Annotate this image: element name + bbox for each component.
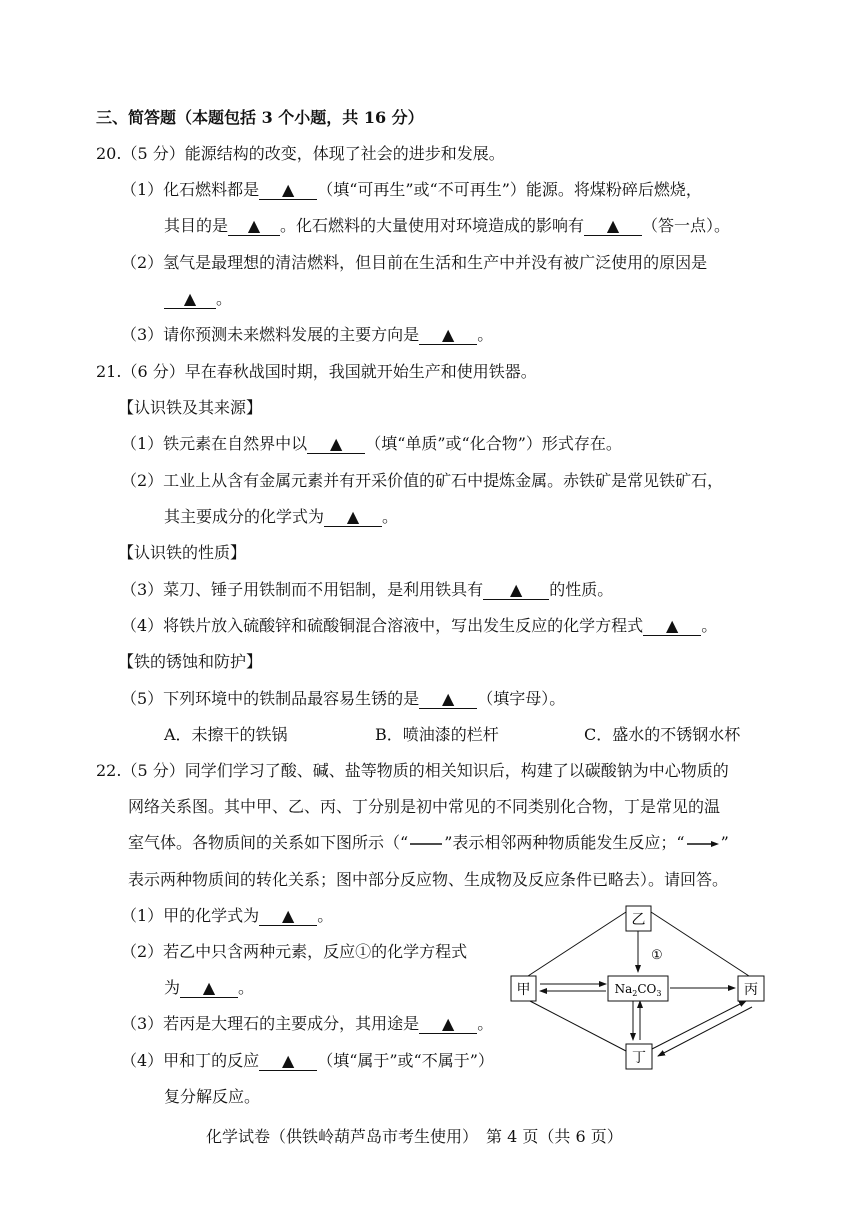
q21-part3-text-a: （3）菜刀、锤子用铁制而不用铝制，是利用铁具有	[121, 580, 484, 599]
q22-part2-text-c: 。	[238, 978, 255, 997]
q20-heading: 20.（5 分）能源结构的改变，体现了社会的进步和发展。	[96, 144, 505, 163]
reaction-label: ①	[651, 948, 663, 963]
q20-part1-text-e: （答一点）。	[642, 216, 731, 235]
q22-part4-text-b: （填“属于”或“不属于”）	[317, 1051, 494, 1070]
section-heading: 三、简答题（本题包括 3 个小题，共 16 分）	[96, 108, 424, 127]
q20-part2-text-b: 。	[216, 289, 233, 308]
q22-part4-line2: 复分解反应。	[164, 1087, 261, 1106]
node-bing	[738, 976, 764, 1001]
q22-heading-line2: 网络关系图。其中甲、乙、丙、丁分别是初中常见的不同类别化合物，丁是常见的温	[128, 797, 721, 816]
node-jia	[511, 976, 536, 1001]
node-na2co3-label: $Na_2CO_3$	[614, 982, 662, 998]
node-jia-label: 甲	[516, 982, 531, 998]
answer-blank[interactable]: ▲	[259, 181, 317, 200]
q22-line3-text-b: ”表示相邻两种物质能发生反应；“	[444, 833, 685, 852]
answer-blank[interactable]: ▲	[643, 617, 701, 636]
line-yi-bing	[651, 912, 749, 976]
node-ding-label: 丁	[632, 1050, 646, 1066]
q20-part1-text-a: （1）化石燃料都是	[121, 180, 260, 199]
q22-part3-text-a: （3）若丙是大理石的主要成分，其用途是	[121, 1014, 420, 1033]
q20-part1-text-c: 其目的是	[164, 216, 229, 235]
q21-part2-text-b: 其主要成分的化学式为	[164, 507, 325, 526]
q22-part2-line1: （2）若乙中只含两种元素，反应①的化学方程式	[121, 942, 468, 961]
answer-blank[interactable]: ▲	[584, 217, 642, 236]
q21-section-source: 【认识铁及其来源】	[118, 398, 263, 417]
q20-part3-text-b: 。	[477, 325, 494, 344]
q21-part4-text-a: （4）将铁片放入硫酸锌和硫酸铜混合溶液中，写出发生反应的化学方程式	[121, 616, 644, 635]
q20-part1-text-d: 。化石燃料的大量使用对环境造成的影响有	[280, 216, 585, 235]
answer-blank[interactable]: ▲	[259, 1052, 317, 1071]
option-c: C．盛水的不锈钢水杯	[584, 725, 741, 744]
node-yi	[626, 906, 651, 931]
q22-line3-text-c: ”	[720, 833, 729, 852]
answer-blank[interactable]: ▲	[307, 435, 365, 454]
q21-part2-line1: （2）工业上从含有金属元素并有开采价值的矿石中提炼金属。赤铁矿是常见铁矿石，	[121, 471, 724, 490]
q21-part4-text-b: 。	[701, 616, 718, 635]
answer-blank[interactable]: ▲	[164, 290, 216, 309]
q21-section-rust: 【铁的锈蚀和防护】	[118, 652, 263, 671]
q21-part5-text-a: （5）下列环境中的铁制品最容易生锈的是	[121, 689, 420, 708]
q20-part1-text-b: （填“可再生”或“不可再生”）能源。将煤粉碎后燃烧，	[317, 180, 702, 199]
q21-section-property: 【认识铁的性质】	[118, 543, 247, 562]
node-ding	[626, 1044, 652, 1069]
q21-part2-text-c: 。	[382, 507, 399, 526]
q21-part3-text-b: 的性质。	[549, 580, 614, 599]
q20-part2-line1: （2）氢气是最理想的清洁燃料，但目前在生活和生产中并没有被广泛使用的原因是	[121, 253, 708, 272]
answer-blank[interactable]: ▲	[419, 1015, 477, 1034]
q21-part5-text-b: （填字母）。	[477, 689, 566, 708]
q20-part3-text-a: （3）请你预测未来燃料发展的主要方向是	[121, 325, 420, 344]
page-footer: 化学试卷（供铁岭葫芦岛市考生使用） 第 4 页（共 6 页）	[206, 1127, 623, 1146]
q22-part4-text-a: （4）甲和丁的反应	[121, 1051, 260, 1070]
option-a: A．未擦干的铁锅	[164, 725, 288, 744]
q21-part1-text-a: （1）铁元素在自然界中以	[121, 434, 308, 453]
q22-heading-line1: 22.（5 分）同学们学习了酸、碱、盐等物质的相关知识后，构建了以碳酸钠为中心物质的	[96, 761, 729, 780]
line-jia-ding	[528, 1000, 626, 1051]
arrow-ding-to-bing	[652, 1001, 746, 1049]
node-yi-label: 乙	[631, 912, 646, 928]
q22-part3-text-b: 。	[477, 1014, 494, 1033]
answer-blank[interactable]: ▲	[259, 907, 317, 926]
node-bing-label: 丙	[744, 982, 758, 998]
arrow-bing-to-ding	[658, 1007, 752, 1056]
answer-blank[interactable]: ▲	[180, 979, 238, 998]
answer-blank[interactable]: ▲	[483, 581, 549, 600]
answer-blank[interactable]: ▲	[419, 326, 477, 345]
q22-part1-text-b: 。	[317, 906, 334, 925]
q22-part2-text-b: 为	[164, 978, 181, 997]
q21-part1-text-b: （填“单质”或“化合物”）形式存在。	[365, 434, 622, 453]
q21-heading: 21.（6 分）早在春秋战国时期，我国就开始生产和使用铁器。	[96, 362, 537, 381]
option-b: B．喷油漆的栏杆	[375, 725, 499, 744]
answer-blank[interactable]: ▲	[419, 690, 477, 709]
q22-line3-text-a: 室气体。各物质间的关系如下图所示（“	[128, 833, 409, 852]
q22-part1-text-a: （1）甲的化学式为	[121, 906, 260, 925]
node-na2co3	[608, 976, 668, 1001]
answer-blank[interactable]: ▲	[324, 508, 382, 527]
answer-blank[interactable]: ▲	[228, 217, 280, 236]
q22-heading-line4: 表示两种物质间的转化关系；图中部分反应物、生成物及反应条件已略去）。请回答。	[128, 870, 729, 889]
line-yi-jia	[528, 912, 626, 976]
